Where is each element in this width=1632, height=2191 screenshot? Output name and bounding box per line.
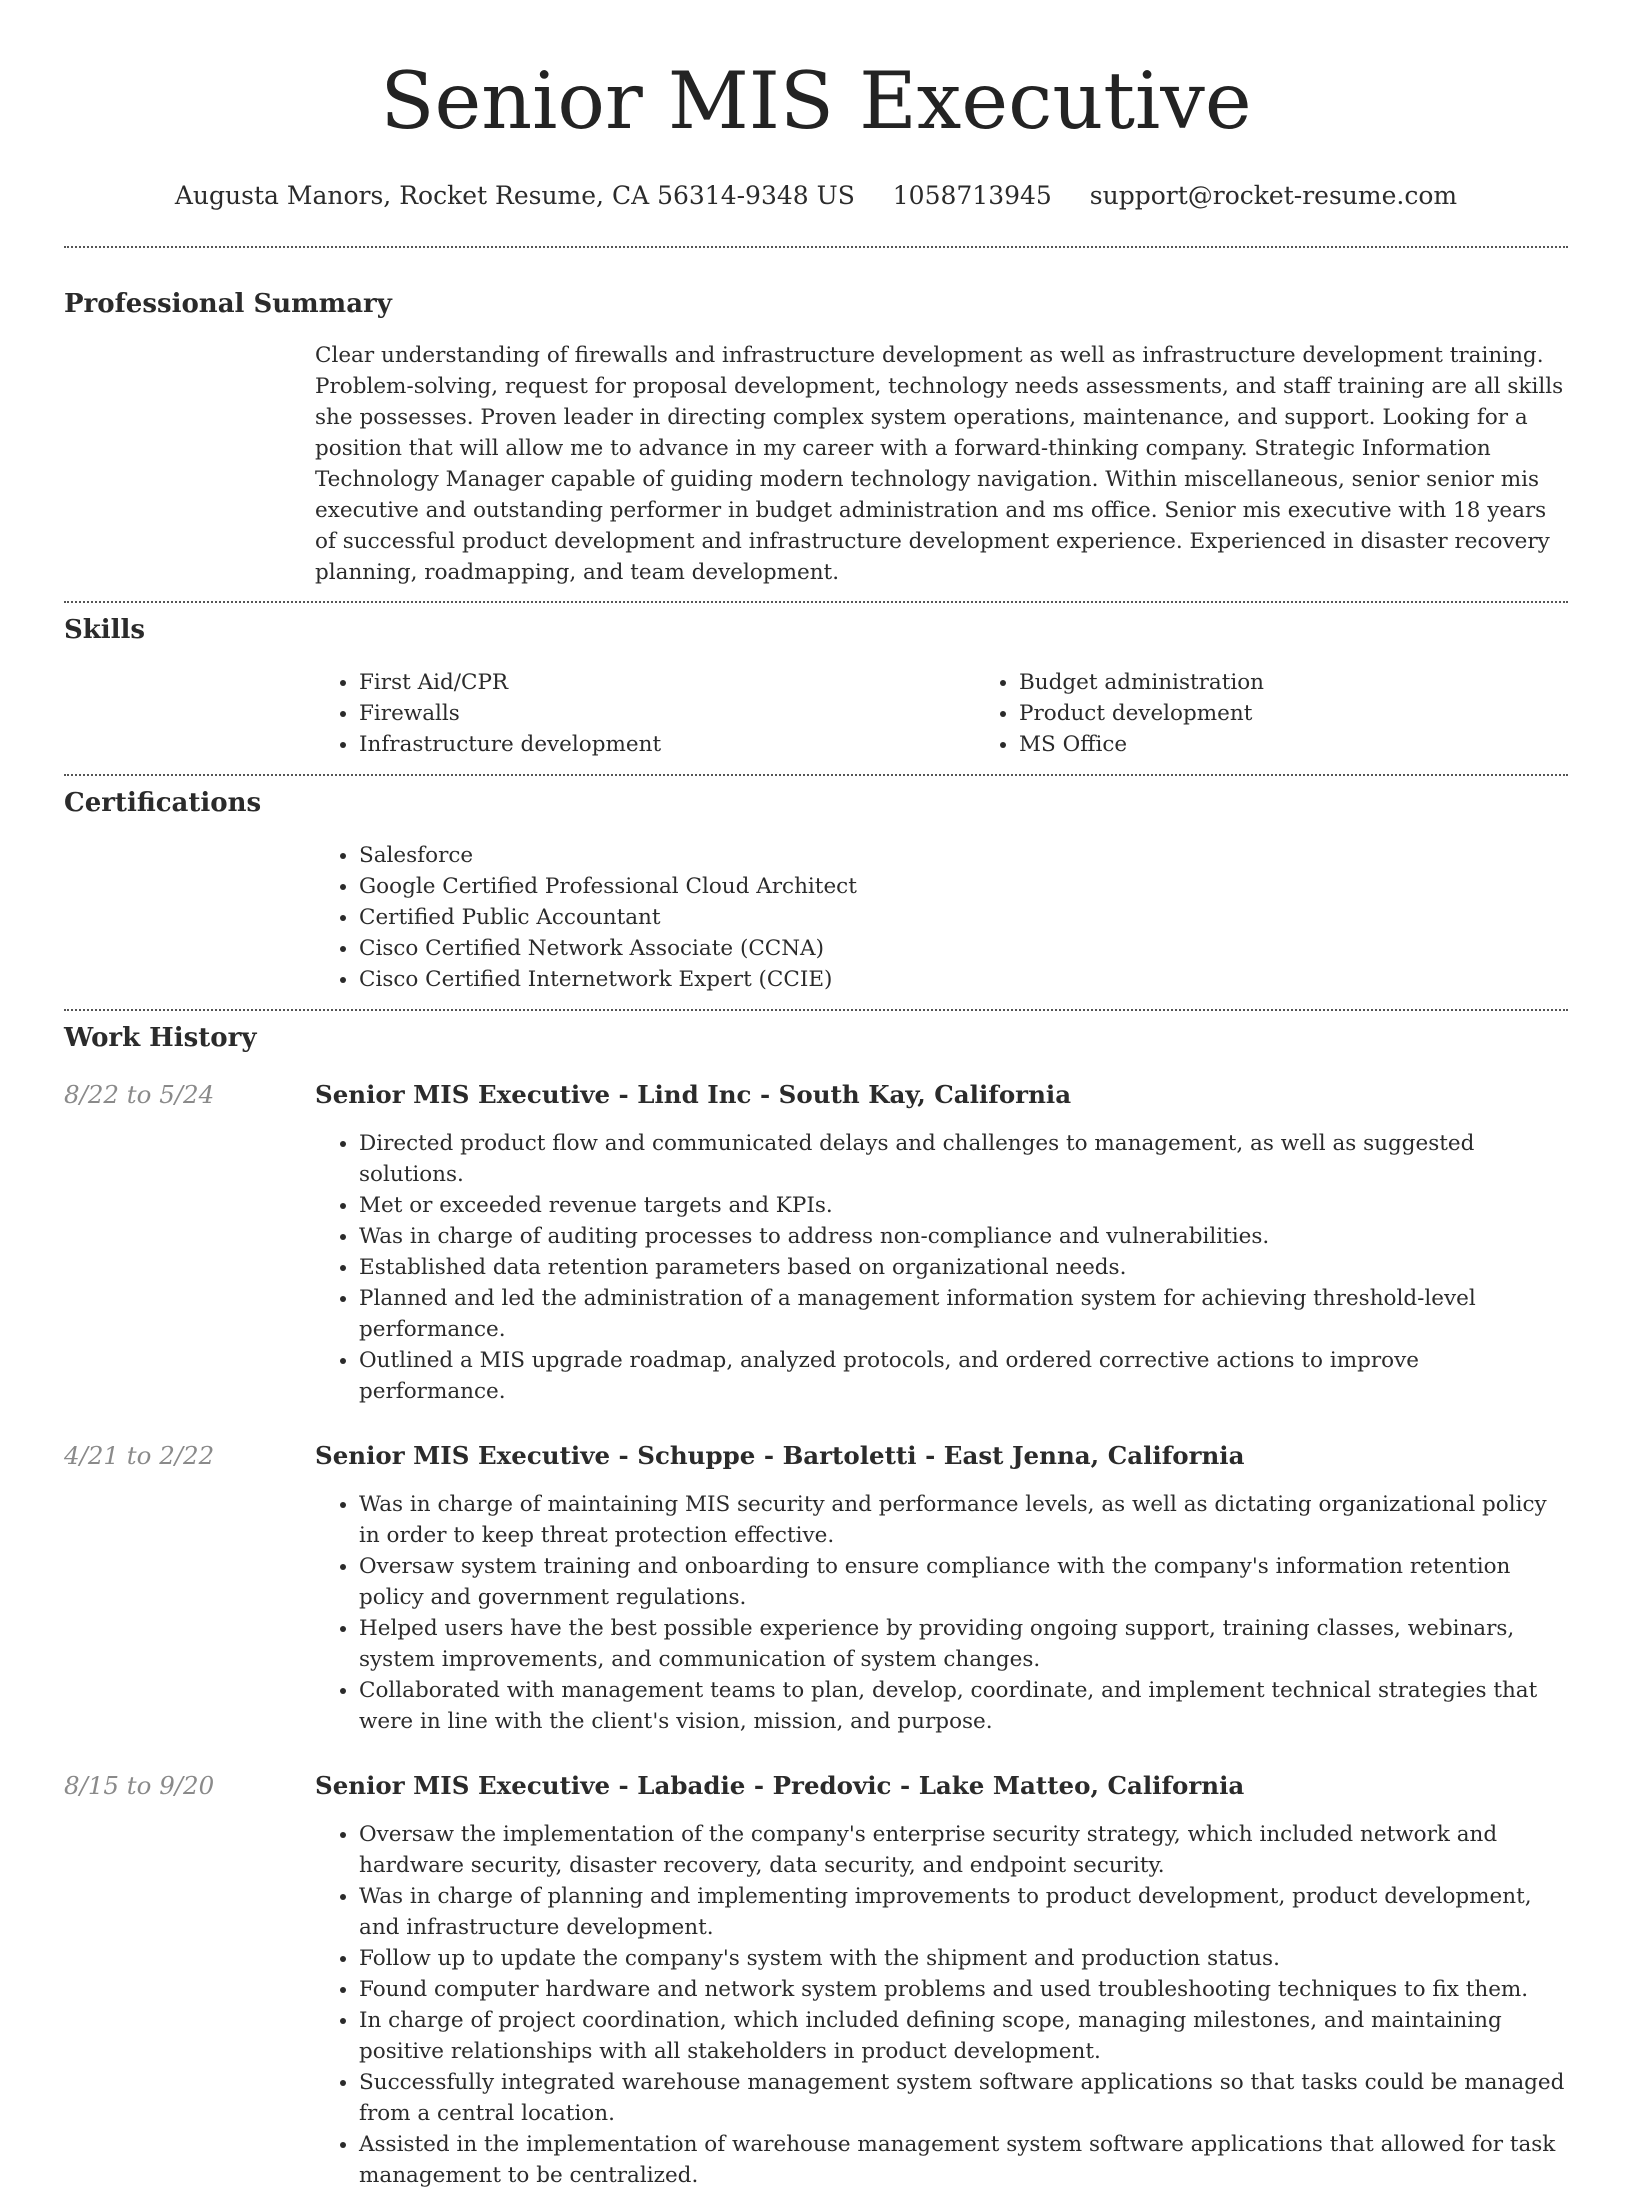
skills-list-right: [975, 667, 1632, 760]
job-bullets: [315, 1128, 1568, 1407]
job-bullet: • Successfully integrated warehouse management system software applications so that tasks could be managed from a central location.: [359, 2067, 1568, 2129]
job-entry: [64, 1079, 1568, 1407]
section-divider: [64, 774, 1568, 776]
resume-name: Senior MIS Executive: [380, 55, 1252, 147]
job-bullet: • Assisted in the implementation of warehouse management system software applications that allowed for task management to be centralized.: [359, 2129, 1568, 2191]
job-entry: [64, 1440, 1568, 1737]
skill-item: • Budget administration: [1019, 667, 1632, 698]
job-bullet: • Found computer hardware and network system problems and used troubleshooting techniques to fix them.: [359, 1974, 1568, 2005]
job-title: Senior MIS Executive - Schuppe - Bartoletti - East Jenna, California: [315, 1441, 1245, 1470]
certification-item: • Cisco Certified Network Associate (CCNA): [359, 933, 1568, 964]
skills-list-left: [315, 667, 975, 760]
contact-phone: 1058713945: [892, 181, 1052, 210]
job-bullet: • In charge of project coordination, which included defining scope, managing milestones, and maintaining positive relationships with all stakeholders in product development.: [359, 2005, 1568, 2067]
job-bullet: • Was in charge of auditing processes to address non-compliance and vulnerabilities.: [359, 1221, 1568, 1252]
skill-item: • Product development: [1019, 698, 1632, 729]
job-dates: 8/15 to 9/20: [64, 1771, 215, 1800]
skill-item: • Firewalls: [359, 698, 975, 729]
skills-row: [64, 667, 1568, 760]
job-title: Senior MIS Executive - Labadie - Predovic - Lake Matteo, California: [315, 1771, 1245, 1800]
skills-columns: [315, 667, 1632, 760]
job-dates: 4/21 to 2/22: [64, 1441, 215, 1470]
job-title: Senior MIS Executive - Lind Inc - South Kay, California: [315, 1080, 1072, 1109]
job-bullet: • Oversaw system training and onboarding to ensure compliance with the company's information retention policy and government regulations.: [359, 1551, 1568, 1613]
job-bullets: [315, 1819, 1568, 2191]
work-history-heading: Work History: [64, 1023, 257, 1053]
section-divider: [64, 1009, 1568, 1011]
summary-text: Clear understanding of firewalls and infrastructure development as well as infrastructure development training. Problem-solving, request for proposal development, technology needs assessments, and staff training are all skills she possesses. Proven leader in directing complex system operations, maintenance, and support. Looking for a position that will allow me to advance in my career with a forward-thinking company. Strategic Information Technology Manager capable of guiding modern technology navigation. Within miscellaneous, senior senior mis executive and outstanding performer in budget administration and ms office. Senior mis executive with 18 years of successful product development and infrastructure development experience. Experienced in disaster recovery planning, roadmapping, and team development.: [315, 343, 1564, 585]
section-divider: [64, 601, 1568, 603]
job-bullets: [315, 1489, 1568, 1737]
job-bullet: • Helped users have the best possible experience by providing ongoing support, training classes, webinars, system improvements, and communication of system changes.: [359, 1613, 1568, 1675]
certifications-heading: Certifications: [64, 788, 262, 818]
contact-line: [64, 180, 1568, 212]
certification-item: • Salesforce: [359, 840, 1568, 871]
skill-item: • First Aid/CPR: [359, 667, 975, 698]
certification-item: • Certified Public Accountant: [359, 902, 1568, 933]
skill-item: • Infrastructure development: [359, 729, 975, 760]
job-bullet: • Directed product flow and communicated delays and challenges to management, as well as suggested solutions.: [359, 1128, 1568, 1190]
certification-item: • Cisco Certified Internetwork Expert (CCIE): [359, 964, 1568, 995]
job-bullet: • Oversaw the implementation of the company's enterprise security strategy, which included network and hardware security, disaster recovery, data security, and endpoint security.: [359, 1819, 1568, 1881]
skills-heading: Skills: [64, 615, 146, 645]
job-bullet: • Was in charge of maintaining MIS security and performance levels, as well as dictating organizational policy in order to keep threat protection effective.: [359, 1489, 1568, 1551]
contact-address: Augusta Manors, Rocket Resume, CA 56314-9348 US: [174, 181, 855, 210]
contact-email[interactable]: support@rocket-resume.com: [1089, 181, 1458, 210]
certification-item: • Google Certified Professional Cloud Architect: [359, 871, 1568, 902]
job-bullet: • Was in charge of planning and implementing improvements to product development, product development, and infrastructure development.: [359, 1881, 1568, 1943]
job-dates: 8/22 to 5/24: [64, 1080, 215, 1109]
job-bullet: • Follow up to update the company's system with the shipment and production status.: [359, 1943, 1568, 1974]
job-bullet: • Established data retention parameters based on organizational needs.: [359, 1252, 1568, 1283]
certifications-row: [64, 840, 1568, 995]
job-bullet: • Outlined a MIS upgrade roadmap, analyzed protocols, and ordered corrective actions to improve performance.: [359, 1345, 1568, 1407]
job-bullet: • Met or exceeded revenue targets and KPIs.: [359, 1190, 1568, 1221]
summary-heading: Professional Summary: [64, 289, 392, 319]
job-bullet: • Planned and led the administration of a management information system for achieving threshold-level performance.: [359, 1283, 1568, 1345]
job-bullet: • Collaborated with management teams to plan, develop, coordinate, and implement technical strategies that were in line with the client's vision, mission, and purpose.: [359, 1675, 1568, 1737]
section-divider: [64, 246, 1568, 248]
skill-item: • MS Office: [1019, 729, 1632, 760]
summary-row: [64, 340, 1568, 588]
certifications-list: [315, 840, 1568, 995]
job-entry: [64, 1770, 1568, 2191]
